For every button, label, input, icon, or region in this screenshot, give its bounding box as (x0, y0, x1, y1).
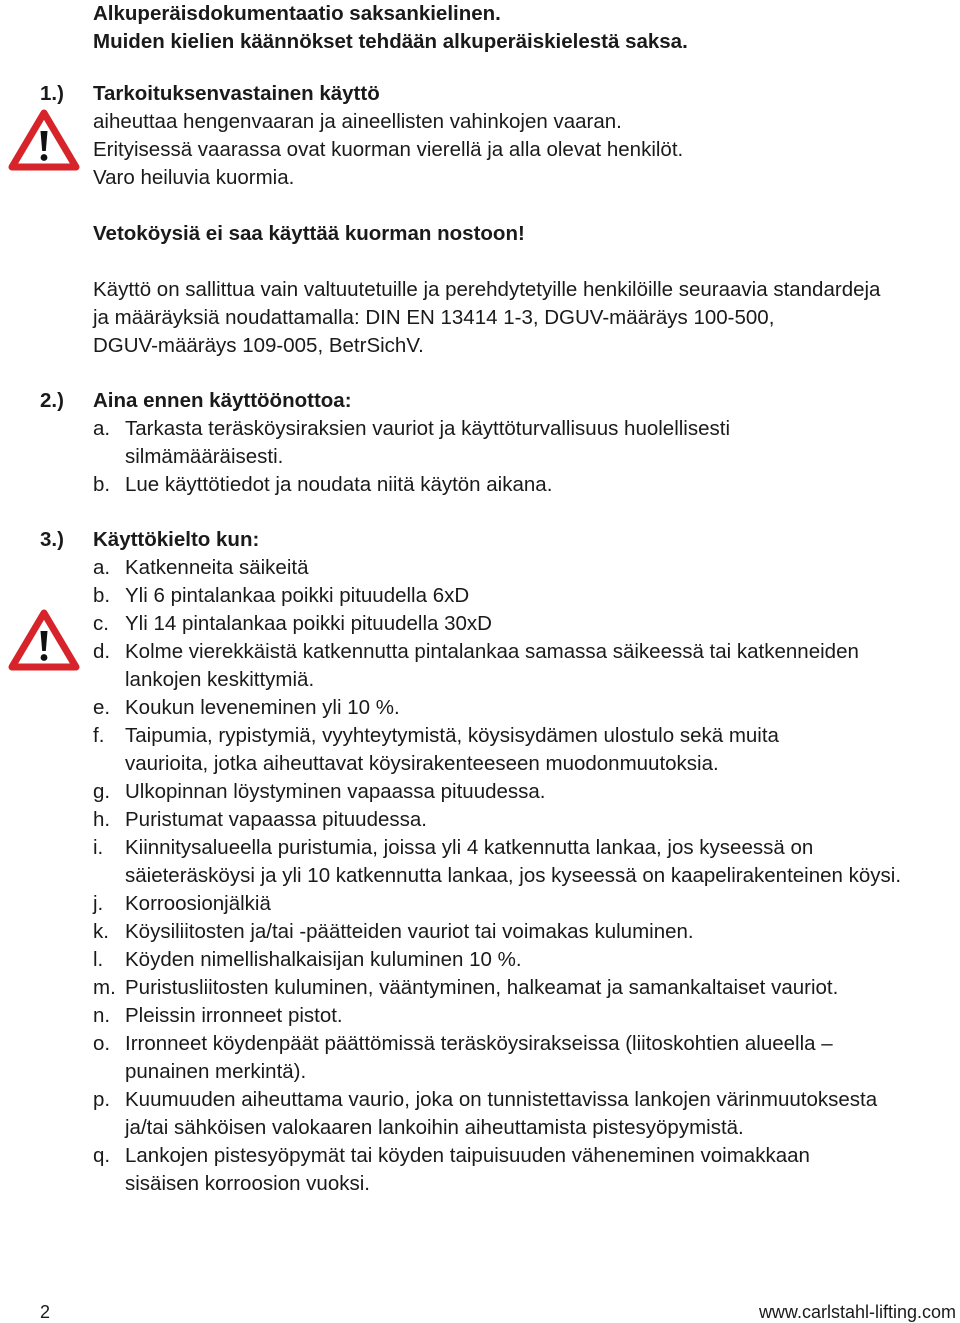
list-item (93, 610, 956, 638)
header (93, 0, 956, 56)
list-item-text: Tarkasta teräsköysiraksien vauriot ja käyttöturvallisuus huolellisesti (125, 417, 731, 440)
list-item (93, 415, 956, 471)
list-item-text: vaurioita, jotka aiheuttavat köysirakenteeseen muodonmuutoksia. (125, 752, 719, 775)
list-item-text: silmämääräisesti. (125, 445, 284, 468)
list-item (93, 806, 956, 834)
section-1-line: aiheuttaa hengenvaaran ja aineellisten vahinkojen vaaran. (93, 110, 622, 133)
usage-paragraph (93, 276, 956, 360)
list-item-text: Pleissin irronneet pistot. (125, 1004, 343, 1027)
list-item-text: Puristusliitosten kuluminen, vääntyminen, halkeamat ja samankaltaiset vauriot. (125, 976, 839, 999)
paragraph-line: Käyttö on sallittua vain valtuutetuille ja perehdytetyille henkilöille seuraavia standardeja (93, 278, 881, 301)
section-2-number: 2.) (40, 389, 64, 412)
list-item-letter: j. (93, 892, 104, 915)
list-item-letter: f. (93, 724, 105, 747)
header-line-2: Muiden kielien käännökset tehdään alkuperäiskielestä saksa. (93, 30, 688, 53)
list-item (93, 778, 956, 806)
list-item-letter: m. (93, 976, 116, 999)
list-item-text: Kuumuuden aiheuttama vaurio, joka on tunnistettavissa lankojen värinmuutoksesta (125, 1088, 878, 1111)
section-3 (93, 526, 956, 1198)
list-item-letter: l. (93, 948, 104, 971)
list-item-letter: k. (93, 920, 109, 943)
list-item-text: Kiinnitysalueella puristumia, joissa yli 4 katkennutta lankaa, jos kyseessä on (125, 836, 814, 859)
list-item (93, 1030, 956, 1086)
list-item (93, 834, 956, 890)
list-item-letter: b. (93, 473, 111, 496)
list-item-letter: e. (93, 696, 111, 719)
list-item-text: Köyden nimellishalkaisijan kuluminen 10 %. (125, 948, 522, 971)
list-item (93, 974, 956, 1002)
warning-triangle-icon (8, 609, 80, 671)
list-item-text: punainen merkintä). (125, 1060, 307, 1083)
list-item-letter: a. (93, 417, 111, 440)
list-item (93, 946, 956, 974)
list-item-text: Irronneet köydenpäät päättömissä teräsköysirakseissa (liitoskohtien alueella – (125, 1032, 833, 1055)
list-item-letter: c. (93, 612, 109, 635)
list-item-text: Ulkopinnan löystyminen vapaassa pituudessa. (125, 780, 546, 803)
list-item (93, 918, 956, 946)
list-item (93, 554, 956, 582)
warning-statement (93, 220, 956, 248)
list-item (93, 1002, 956, 1030)
list-item-letter: p. (93, 1088, 111, 1111)
section-1-line: Erityisessä vaarassa ovat kuorman vierellä ja alla olevat henkilöt. (93, 138, 684, 161)
paragraph-line: DGUV-määräys 109-005, BetrSichV. (93, 334, 424, 357)
section-2 (93, 387, 956, 499)
list-item-text: säieteräsköysi ja yli 10 katkennutta lankaa, jos kyseessä on kaapelirakenteinen köysi. (125, 864, 902, 887)
section-1-number: 1.) (40, 82, 64, 105)
section-3-title: Käyttökielto kun: (93, 528, 260, 551)
list-item-letter: q. (93, 1144, 111, 1167)
list-item-letter: n. (93, 1004, 111, 1027)
list-item-text: Katkenneita säikeitä (125, 556, 309, 579)
list-item (93, 1086, 956, 1142)
section-1-line: Varo heiluvia kuormia. (93, 166, 295, 189)
list-item-letter: d. (93, 640, 111, 663)
footer-url: www.carlstahl-lifting.com (758, 1302, 956, 1322)
list-item-text: Taipumia, rypistymiä, vyyhteytymistä, köysisydämen ulostulo sekä muita (125, 724, 779, 747)
list-item-letter: i. (93, 836, 104, 859)
header-line-1: Alkuperäisdokumentaatio saksankielinen. (93, 2, 501, 25)
list-item-text: Koukun leveneminen yli 10 %. (125, 696, 400, 719)
warning-bold-text: Vetoköysiä ei saa käyttää kuorman nostoon! (93, 222, 525, 245)
list-item (93, 890, 956, 918)
list-item-text: ja/tai sähköisen valokaaren lankoihin aiheuttamista pistesyöpymistä. (125, 1116, 744, 1139)
list-item-text: Puristumat vapaassa pituudessa. (125, 808, 427, 831)
section-3-number: 3.) (40, 528, 64, 551)
list-item (93, 694, 956, 722)
section-1 (93, 80, 956, 192)
list-item-letter: a. (93, 556, 111, 579)
section-1-title: Tarkoituksenvastainen käyttö (93, 82, 380, 105)
list-item-text: Yli 14 pintalankaa poikki pituudella 30xD (125, 612, 492, 635)
list-item-text: Korroosionjälkiä (125, 892, 271, 915)
list-item-text: Köysiliitosten ja/tai -päätteiden vauriot tai voimakas kuluminen. (125, 920, 694, 943)
list-item (93, 471, 956, 499)
paragraph-line: ja määräyksiä noudattamalla: DIN EN 13414 1-3, DGUV-määräys 100-500, (93, 306, 775, 329)
list-item (93, 582, 956, 610)
list-item-text: Lue käyttötiedot ja noudata niitä käytön aikana. (125, 473, 553, 496)
list-item-text: Kolme vierekkäistä katkennutta pintalankaa samassa säikeessä tai katkenneiden (125, 640, 859, 663)
page-number: 2 (40, 1302, 51, 1322)
list-item (93, 722, 956, 778)
list-item-letter: b. (93, 584, 111, 607)
list-item (93, 638, 956, 694)
list-item-text: sisäisen korroosion vuoksi. (125, 1172, 370, 1195)
list-item-letter: h. (93, 808, 111, 831)
list-item (93, 1142, 956, 1198)
list-item-letter: o. (93, 1032, 111, 1055)
warning-triangle-icon (8, 109, 80, 171)
section-2-title: Aina ennen käyttöönottoa: (93, 389, 352, 412)
list-item-text: Yli 6 pintalankaa poikki pituudella 6xD (125, 584, 470, 607)
list-item-text: lankojen keskittymiä. (125, 668, 315, 691)
list-item-letter: g. (93, 780, 111, 803)
list-item-text: Lankojen pistesyöpymät tai köyden taipuisuuden väheneminen voimakkaan (125, 1144, 810, 1167)
